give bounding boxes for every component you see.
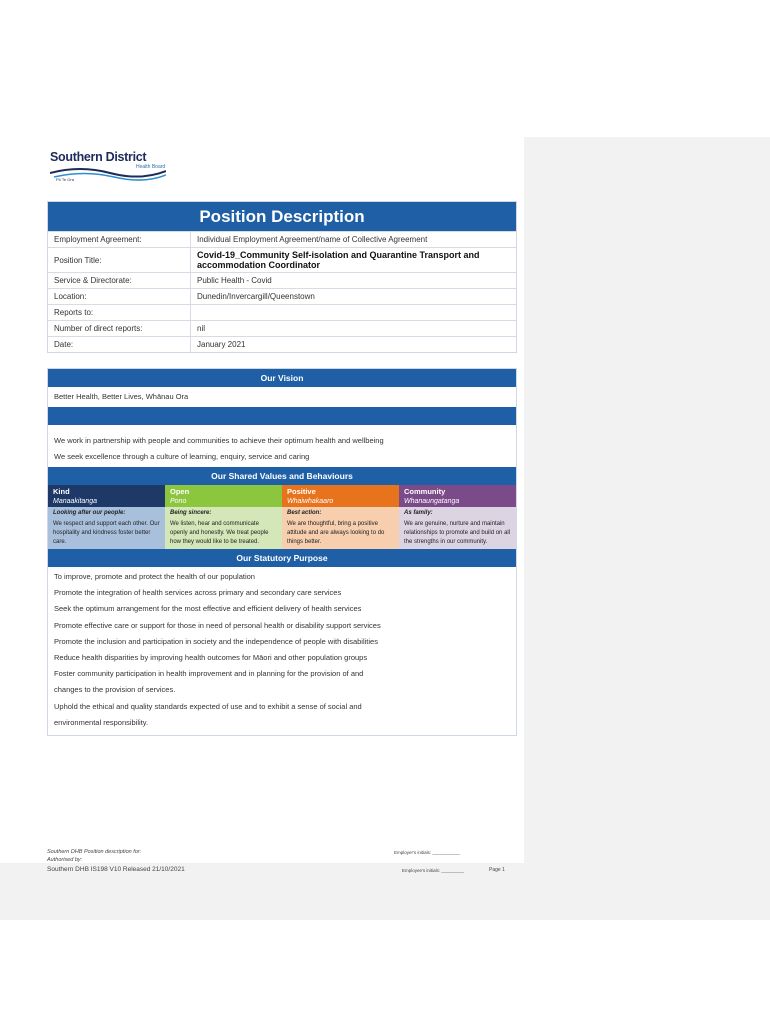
- value-open: [165, 485, 282, 549]
- value-maori: Pono: [165, 498, 282, 507]
- vision-card: [47, 368, 517, 736]
- value-text: We respect and support each other. Our hospitality and kindness foster better care.: [53, 521, 160, 545]
- detail-value: Public Health - Covid: [191, 273, 517, 289]
- purpose-line: Reduce health disparities by improving health outcomes for Māori and other population groups: [54, 652, 368, 662]
- table-row: [48, 305, 516, 321]
- value-community: [399, 485, 516, 549]
- detail-label: Location:: [48, 289, 191, 305]
- purpose-line: Promote effective care or support for those in need of personal health or disability support services: [54, 620, 381, 630]
- sdhb-logo: [50, 150, 170, 186]
- detail-value: nil: [191, 321, 517, 337]
- value-name: Positive: [282, 485, 399, 498]
- purpose-line: environmental responsibility.: [54, 717, 149, 727]
- comment-sidebar: [524, 137, 770, 920]
- detail-label: Date:: [48, 337, 191, 353]
- table-row: [48, 337, 516, 353]
- detail-label: Reports to:: [48, 305, 191, 321]
- mission-band: [48, 407, 516, 425]
- detail-value: Individual Employment Agreement/name of Collective Agreement: [191, 232, 517, 248]
- purpose-line: Promote the inclusion and participation in society and the independence of people with disabilities: [54, 636, 378, 646]
- mission-line: We work in partnership with people and communities to achieve their optimum health and wellbeing: [54, 436, 384, 445]
- page-number: Page 1: [489, 867, 505, 873]
- values-grid: [48, 485, 516, 549]
- purpose-line: Uphold the ethical and quality standards expected of use and to exhibit a sense of social and: [54, 701, 362, 711]
- value-name: Kind: [48, 485, 165, 498]
- purpose-line: Seek the optimum arrangement for the most effective and efficient delivery of health services: [54, 604, 362, 614]
- employee-initials: Employee's initials: _________: [402, 868, 464, 873]
- footer-desc: Southern DHB Position description for:: [47, 849, 142, 855]
- table-row: [48, 289, 516, 305]
- purpose-line: Promote the integration of health services across primary and secondary care services: [54, 588, 342, 598]
- value-text: We are thoughtful, bring a positive attitude and are always looking to do things better.: [287, 521, 385, 545]
- logo-line2: Health Board: [136, 164, 166, 170]
- values-heading: Our Shared Values and Behaviours: [48, 467, 516, 485]
- vision-text: Better Health, Better Lives, Whānau Ora: [54, 392, 189, 401]
- detail-value: January 2021: [191, 337, 517, 353]
- value-maori: Whaiwhakaaro: [282, 498, 399, 507]
- detail-label: Position Title:: [48, 248, 191, 273]
- logo-line3: Pō Te Ora: [56, 177, 74, 182]
- table-row: [48, 273, 516, 289]
- purpose-line: Foster community participation in health improvement and in planning for the provision of and: [54, 669, 364, 679]
- value-lead: Looking after our people:: [53, 510, 126, 516]
- logo-line1: Southern District: [50, 150, 147, 164]
- value-name: Open: [165, 485, 282, 498]
- value-kind: [48, 485, 165, 549]
- detail-label: Employment Agreement:: [48, 232, 191, 248]
- value-lead: As family:: [404, 510, 433, 516]
- table-row: [48, 248, 516, 273]
- employer-initials: Employer's initials: ___________: [394, 850, 460, 855]
- value-text: We listen, hear and communicate openly and honestly. We treat people how they would like to be treated.: [170, 521, 269, 545]
- value-text: We are genuine, nurture and maintain relationships to promote and build on all the strengths in our community.: [404, 521, 511, 545]
- purpose-line: changes to the provision of services.: [54, 685, 176, 695]
- detail-value: Dunedin/Invercargill/Queenstown: [191, 289, 517, 305]
- value-lead: Being sincere:: [170, 510, 212, 516]
- value-maori: Whanaungatanga: [399, 498, 516, 507]
- detail-label: Number of direct reports:: [48, 321, 191, 337]
- detail-value: [191, 305, 517, 321]
- purpose-heading: Our Statutory Purpose: [48, 549, 516, 567]
- details-table: [48, 231, 516, 352]
- table-row: [48, 232, 516, 248]
- table-row: [48, 321, 516, 337]
- value-maori: Manaakitanga: [48, 498, 165, 507]
- position-details-card: [47, 201, 517, 353]
- footer-release: Southern DHB IS198 V10 Released 21/10/2021: [47, 866, 185, 873]
- purpose-list: [48, 567, 516, 735]
- vision-heading: Our Vision: [48, 369, 516, 387]
- value-name: Community: [399, 485, 516, 498]
- position-title-value: Covid-19_Community Self-isolation and Quarantine Transport and accommodation Coordinator: [191, 248, 517, 273]
- purpose-line: To improve, promote and protect the health of our population: [54, 572, 255, 581]
- page-title: Position Description: [48, 202, 516, 231]
- value-lead: Best action:: [287, 510, 322, 516]
- mission-line: We seek excellence through a culture of learning, enquiry, service and caring: [54, 452, 310, 461]
- footer-authorised: Authorised by:: [47, 857, 83, 863]
- value-positive: [282, 485, 399, 549]
- detail-label: Service & Directorate:: [48, 273, 191, 289]
